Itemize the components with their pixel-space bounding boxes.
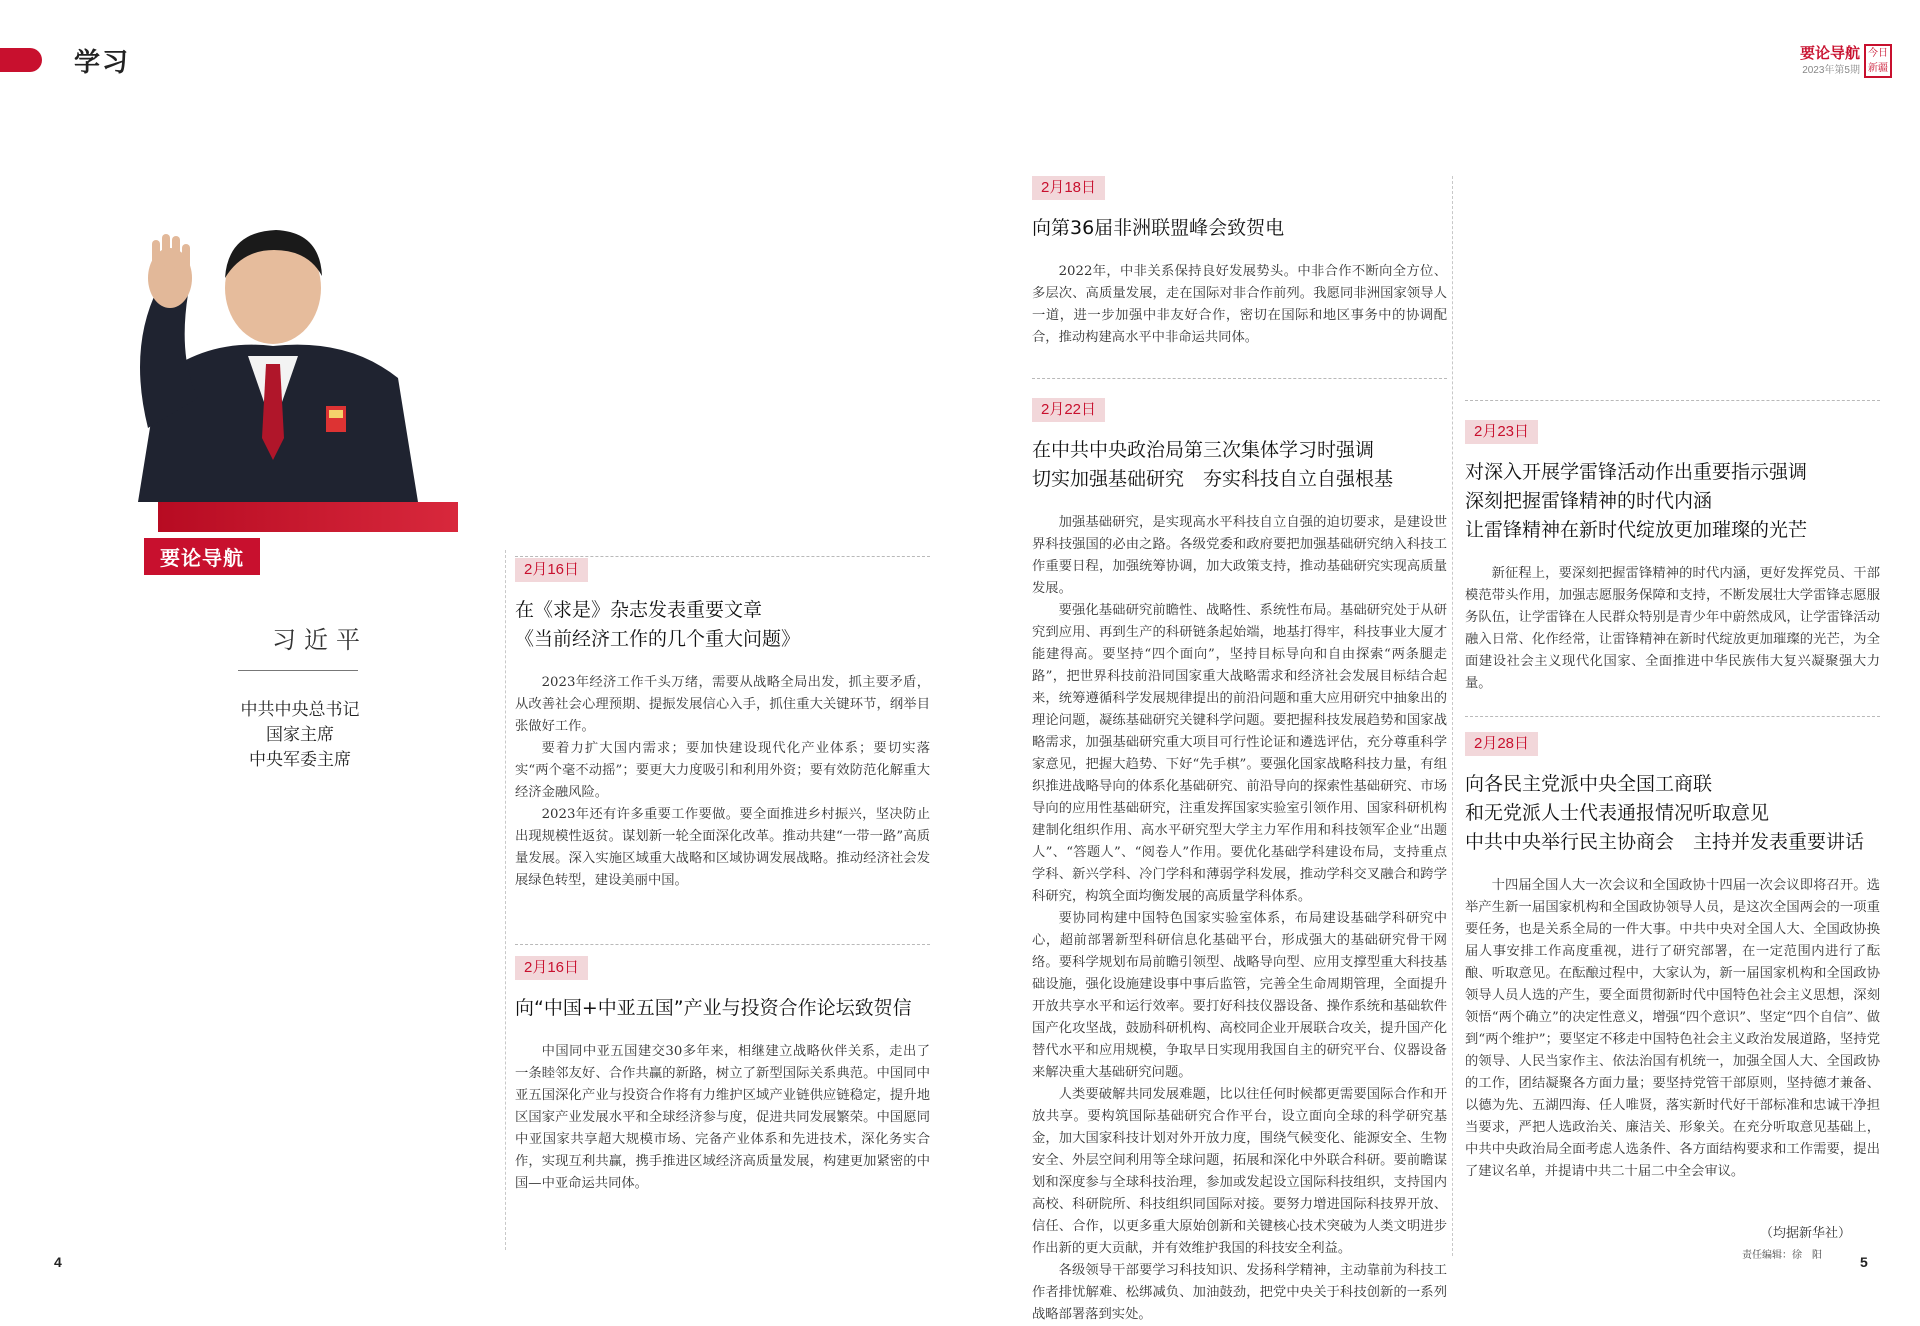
headline-line: 让雷锋精神在新时代绽放更加璀璨的光芒	[1465, 519, 1808, 541]
person-titles	[200, 698, 400, 773]
paragraph: 人类要破解共同发展难题，比以往任何时候都更需要国际合作和开放共享。要构筑国际基础研究合作平台，设立面向全球的科学研究基金，加大国家科技计划对外开放力度，围绕气候变化、能源安全、生物安全、外层空间利用等全球问题，拓展和深化中外联合科研。要前瞻谋划和深度参与全球科技治理，参加或发起设立国际科技组织，支持国内高校、科研院所、科技组织同国际对接。要努力增进国际科技界开放、信任、合作，以更多重大原始创新和关键核心技术突破为人类文明进步作出新的更大贡献，并有效维护我国的科技安全利益。	[1032, 1087, 1447, 1256]
title-line: 国家主席	[266, 725, 334, 745]
brand-name: 要论导航	[1799, 45, 1860, 62]
headline-line: 《当前经济工作的几个重大问题》	[515, 628, 801, 650]
article-headline	[1465, 770, 1880, 857]
magazine-logo-box	[1864, 44, 1892, 78]
source-note: （均据新华社）	[1760, 1226, 1852, 1241]
article-headline	[1032, 436, 1447, 494]
article-body	[1465, 563, 1880, 695]
headline-line: 在《求是》杂志发表重要文章	[515, 599, 763, 621]
person-name: 习近平	[272, 626, 368, 654]
paragraph: 各级领导干部要学习科技知识、发扬科学精神，主动靠前为科技工作者排忧解难、松绑减负、加油鼓劲，把党中央关于科技创新的一系列战略部署落到实处。	[1032, 1263, 1447, 1322]
paragraph: 2023年经济工作千头万绪，需要从战略全局出发，抓主要矛盾，从改善社会心理预期、提振发展信心入手，抓住重大关键环节，纲举目张做好工作。	[515, 675, 930, 734]
headline-line: 在中共中央政治局第三次集体学习时强调	[1032, 439, 1375, 461]
article-divider	[1465, 716, 1880, 718]
article-5	[1465, 716, 1880, 1227]
paragraph: 新征程上，要深刻把握雷锋精神的时代内涵，更好发挥党员、干部模范带头作用，加强志愿服务保障和支持，不断发展壮大学雷锋志愿服务队伍，让学雷锋在人民群众特别是青少年中蔚然成风，让学雷锋活动融入日常、化作经常，让雷锋精神在新时代绽放更加璀璨的光芒，为全面建设社会主义现代化国家、全面推进中华民族伟大复兴凝聚强大力量。	[1465, 566, 1880, 691]
article-headline	[1032, 214, 1447, 243]
article-headline	[515, 994, 930, 1023]
portrait-photo	[98, 228, 468, 502]
title-line: 中央军委主席	[249, 750, 351, 770]
article-0	[515, 556, 930, 892]
article-divider	[515, 944, 930, 946]
article-4	[1465, 400, 1880, 695]
paragraph: 2022年，中非关系保持良好发展势头。中非合作不断向全方位、多层次、高质量发展，走在国际对非合作前列。我愿同非洲国家领导人一道，进一步加强中非友好合作，密切在国际和地区事务中的协调配合，推动构建高水平中非命运共同体。	[1032, 264, 1447, 345]
article-body	[1465, 875, 1880, 1227]
red-band	[158, 502, 458, 532]
column-rule	[1452, 176, 1453, 1256]
headline-line: 向各民主党派中央全国工商联	[1465, 773, 1713, 795]
headline-line: 对深入开展学雷锋活动作出重要指示强调	[1465, 461, 1808, 483]
column-label: 要论导航	[144, 538, 260, 575]
paragraph: 要着力扩大国内需求；要加快建设现代化产业体系；要切实落实“两个毫不动摇”；要更大力度吸引和利用外资；要有效防范化解重大经济金融风险。	[515, 741, 930, 800]
article-date: 2月18日	[1032, 176, 1105, 200]
paragraph: 要协同构建中国特色国家实验室体系，布局建设基础学科研究中心，超前部署新型科研信息化基础平台，形成强大的基础研究骨干网络。要科学规划布局前瞻引领型、战略导向型、应用支撑型重大科技基础设施，强化设施建设事中事后监管，完善全生命周期管理，全面提升开放共享水平和运行效率。要打好科技仪器设备、操作系统和基础软件国产化攻坚战，鼓励科研机构、高校同企业开展联合攻关，提升国产化替代水平和应用规模，争取早日实现用我国自主的研究平台、仪器设备来解决重大基础研究问题。	[1032, 911, 1447, 1080]
section-title: 学习	[74, 48, 131, 78]
headline-line: 和无党派人士代表通报情况听取意见	[1465, 802, 1770, 824]
page-number-left: 4	[54, 1254, 62, 1270]
article-1	[515, 944, 930, 1195]
headline-line: 中共中央举行民主协商会 主持并发表重要讲话	[1465, 831, 1865, 853]
article-2	[1032, 176, 1447, 349]
paragraph: 要强化基础研究前瞻性、战略性、系统性布局。基础研究处于从研究到应用、再到生产的科研链条起始端，地基打得牢，科技事业大厦才能建得高。要坚持“四个面向”，坚持目标导向和自由探索“两条腿走路”，把世界科技前沿同国家重大战略需求和经济社会发展目标结合起来，统筹遵循科学发展规律提出的前沿问题和重大应用研究中抽象出的理论问题，凝练基础研究关键科学问题。要把握科技发展趋势和国家战略需求，加强基础研究重大项目可行性论证和遴选评估，充分尊重科学家意见，把握大趋势、下好“先手棋”。要强化国家战略科技力量，有组织推进战略导向的体系化基础研究、前沿导向的探索性基础研究、市场导向的应用性基础研究，注重发挥国家实验室引领作用、国家科研机构建制化组织作用、高水平研究型大学主力军作用和科技领军企业“出题人”、“答题人”、“阅卷人”作用。要优化基础学科建设布局，支持重点学科、新兴学科、冷门学科和薄弱学科发展，推动学科交叉融合和跨学科研究，构筑全面均衡发展的高质量学科体系。	[1032, 603, 1447, 904]
article-3	[1032, 378, 1447, 1322]
paragraph: 2023年还有许多重要工作要做。要全面推进乡村振兴，坚决防止出现规模性返贫。谋划新一轮全面深化改革。推动共建“一带一路”高质量发展。深入实施区域重大战略和区域协调发展战略。推动经济社会发展绿色转型，建设美丽中国。	[515, 807, 930, 888]
article-date: 2月16日	[515, 558, 588, 582]
article-body	[1032, 261, 1447, 349]
headline-line: 向第36届非洲联盟峰会致贺电	[1032, 217, 1285, 239]
article-body	[515, 672, 930, 892]
page-number-right: 5	[1860, 1254, 1868, 1270]
paragraph: 中国同中亚五国建交30多年来，相继建立战略伙伴关系，走出了一条睦邻友好、合作共赢的新路，树立了新型国际关系典范。中国同中亚五国深化产业与投资合作将有力维护区域产业链供应链稳定，提升地区国家产业发展水平和全球经济参与度，促进共同发展繁荣。中国愿同中亚国家共享超大规模市场、完备产业体系和先进技术，深化务实合作，实现互利共赢，携手推进区域经济高质量发展，构建更加紧密的中国—中亚命运共同体。	[515, 1044, 930, 1191]
logo-text: 今日 新疆	[1868, 48, 1888, 74]
paragraph: 加强基础研究，是实现高水平科技自立自强的迫切要求，是建设世界科技强国的必由之路。各级党委和政府要把加强基础研究纳入科技工作重要日程，加强统筹协调，加大政策支持，推动基础研究实现高质量发展。	[1032, 515, 1447, 596]
headline-line: 切实加强基础研究 夯实科技自立自强根基	[1032, 468, 1394, 490]
article-date: 2月23日	[1465, 420, 1538, 444]
article-headline	[515, 596, 930, 654]
article-divider	[1032, 378, 1447, 380]
magazine-brand	[1800, 42, 1860, 76]
paragraph: 十四届全国人大一次会议和全国政协十四届一次会议即将召开。选举产生新一届国家机构和全国政协领导人员，是这次全国两会的一项重要任务，也是关系全局的一件大事。中共中央对全国人大、全国政协换届人事安排工作高度重视，进行了研究部署，在一定范围内进行了酝酿、听取意见。在酝酿过程中，大家认为，新一届国家机构和全国政协领导人员人选的产生，要全面贯彻新时代中国特色社会主义思想，深刻领悟“两个确立”的决定性意义，增强“四个意识”、坚定“四个自信”、做到“两个维护”；要坚定不移走中国特色社会主义政治发展道路，坚持党的领导、人民当家作主、依法治国有机统一，加强全国人大、全国政协的工作，团结凝聚各方面力量；要坚持党管干部原则，坚持德才兼备、以德为先、五湖四海、任人唯贤，落实新时代好干部标准和忠诚干净担当要求，严把人选政治关、廉洁关、形象关。在充分听取意见基础上，中共中央政治局全面考虑人选条件、各方面结构要求和工作需要，提出了建议名单，并提请中共二十届二中全会审议。	[1465, 878, 1880, 1179]
section-marker	[0, 48, 42, 72]
article-date: 2月28日	[1465, 732, 1538, 756]
headline-line: 深刻把握雷锋精神的时代内涵	[1465, 490, 1713, 512]
article-headline	[1465, 458, 1880, 545]
article-date: 2月22日	[1032, 398, 1105, 422]
article-divider	[1465, 400, 1880, 402]
article-body	[1032, 512, 1447, 1322]
name-divider	[238, 670, 358, 671]
headline-line: 向“中国+中亚五国”产业与投资合作论坛致贺信	[515, 997, 912, 1019]
title-line: 中共中央总书记	[240, 700, 360, 720]
issue-label: 2023年第5期	[1802, 65, 1860, 76]
column-rule	[505, 550, 506, 1250]
editor-credit: 责任编辑：徐 阳	[1742, 1250, 1822, 1261]
article-body	[515, 1041, 930, 1195]
article-date: 2月16日	[515, 956, 588, 980]
